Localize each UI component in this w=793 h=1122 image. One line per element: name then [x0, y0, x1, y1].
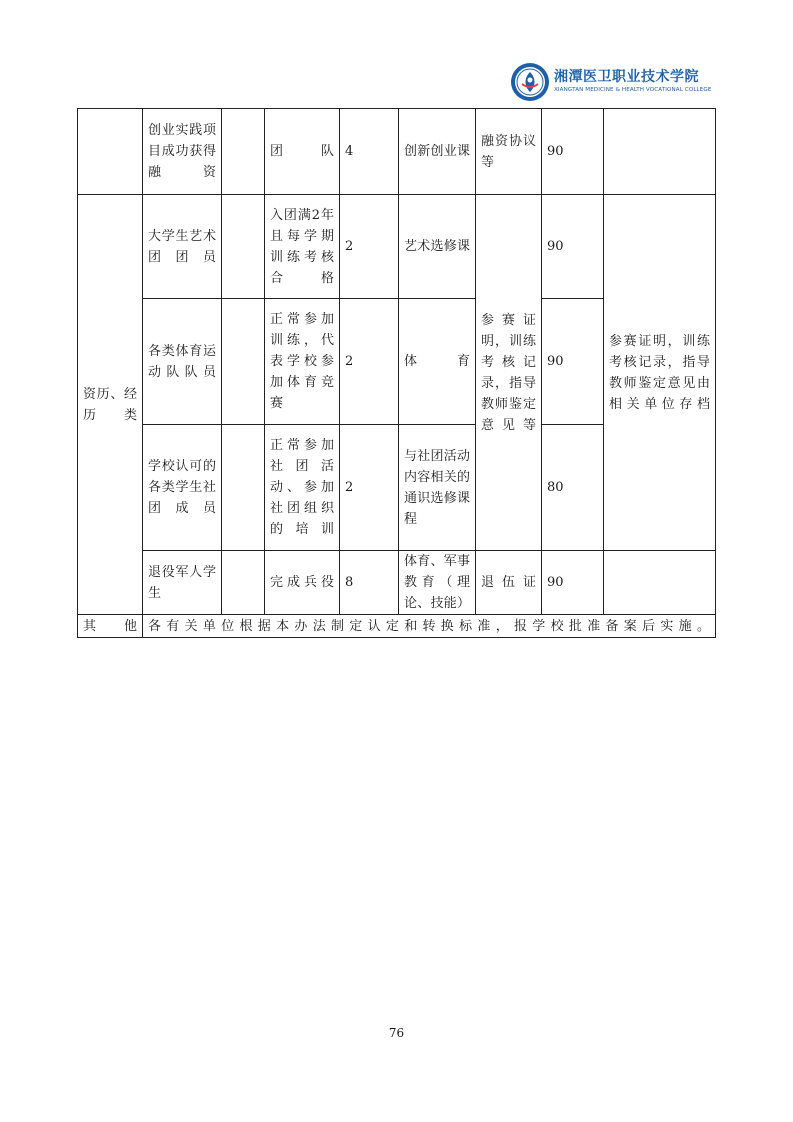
credit-conversion-table	[77, 108, 716, 638]
course-cell: 体育、军事教育（理论、技能）	[399, 551, 476, 615]
proof-group-cell: 参赛证明，训练考核记录，指导教师鉴定意见等	[476, 195, 542, 551]
item-cell: 创业实践项目成功获得融资	[143, 109, 222, 195]
level-cell	[222, 195, 265, 299]
score-cell: 90	[542, 195, 604, 299]
credits-cell: 2	[340, 299, 399, 425]
credits-cell: 4	[340, 109, 399, 195]
other-label-cell: 其他	[78, 615, 143, 638]
item-cell: 大学生艺术团团员	[143, 195, 222, 299]
logo-english-name: XIANGTAN MEDICINE & HEALTH VOCATIONAL COLLEGE	[554, 87, 712, 93]
requirement-cell: 入团满2年且每学期训练考核合格	[265, 195, 340, 299]
item-cell: 学校认可的各类学生社团成员	[143, 425, 222, 551]
table-row	[78, 195, 716, 299]
note-group-cell: 参赛证明，训练考核记录，指导教师鉴定意见由相关单位存档	[604, 195, 716, 551]
table-row-other	[78, 615, 716, 638]
level-cell	[222, 425, 265, 551]
course-cell: 与社团活动内容相关的通识选修课程	[399, 425, 476, 551]
note-cell	[604, 551, 716, 615]
level-cell	[222, 299, 265, 425]
credits-cell: 2	[340, 425, 399, 551]
course-cell: 艺术选修课	[399, 195, 476, 299]
level-cell	[222, 551, 265, 615]
level-cell	[222, 109, 265, 195]
college-seal-icon	[510, 62, 550, 102]
score-cell: 90	[542, 551, 604, 615]
course-cell: 体育	[399, 299, 476, 425]
page-number: 76	[388, 1026, 405, 1040]
score-cell: 90	[542, 109, 604, 195]
requirement-cell: 正常参加社团活动、参加社团组织的培训	[265, 425, 340, 551]
table-row	[78, 551, 716, 615]
table-row	[78, 109, 716, 195]
course-cell: 创新创业课	[399, 109, 476, 195]
requirement-cell: 团队	[265, 109, 340, 195]
requirement-cell: 完成兵役	[265, 551, 340, 615]
item-cell: 退役军人学生	[143, 551, 222, 615]
credits-cell: 8	[340, 551, 399, 615]
category-group-cell: 资历、经历类	[78, 195, 143, 615]
note-cell	[604, 109, 716, 195]
requirement-cell: 正常参加训练，代表学校参加体育竞赛	[265, 299, 340, 425]
credits-cell: 2	[340, 195, 399, 299]
proof-cell: 融资协议等	[476, 109, 542, 195]
score-cell: 80	[542, 425, 604, 551]
score-cell: 90	[542, 299, 604, 425]
proof-cell: 退伍证	[476, 551, 542, 615]
logo-chinese-name: 湘潭医卫职业技术学院	[554, 69, 699, 85]
college-logo	[510, 62, 712, 104]
category-cell	[78, 109, 143, 195]
item-cell: 各类体育运动队队员	[143, 299, 222, 425]
other-text-cell: 各有关单位根据本办法制定认定和转换标准，报学校批准备案后实施。	[143, 615, 716, 638]
